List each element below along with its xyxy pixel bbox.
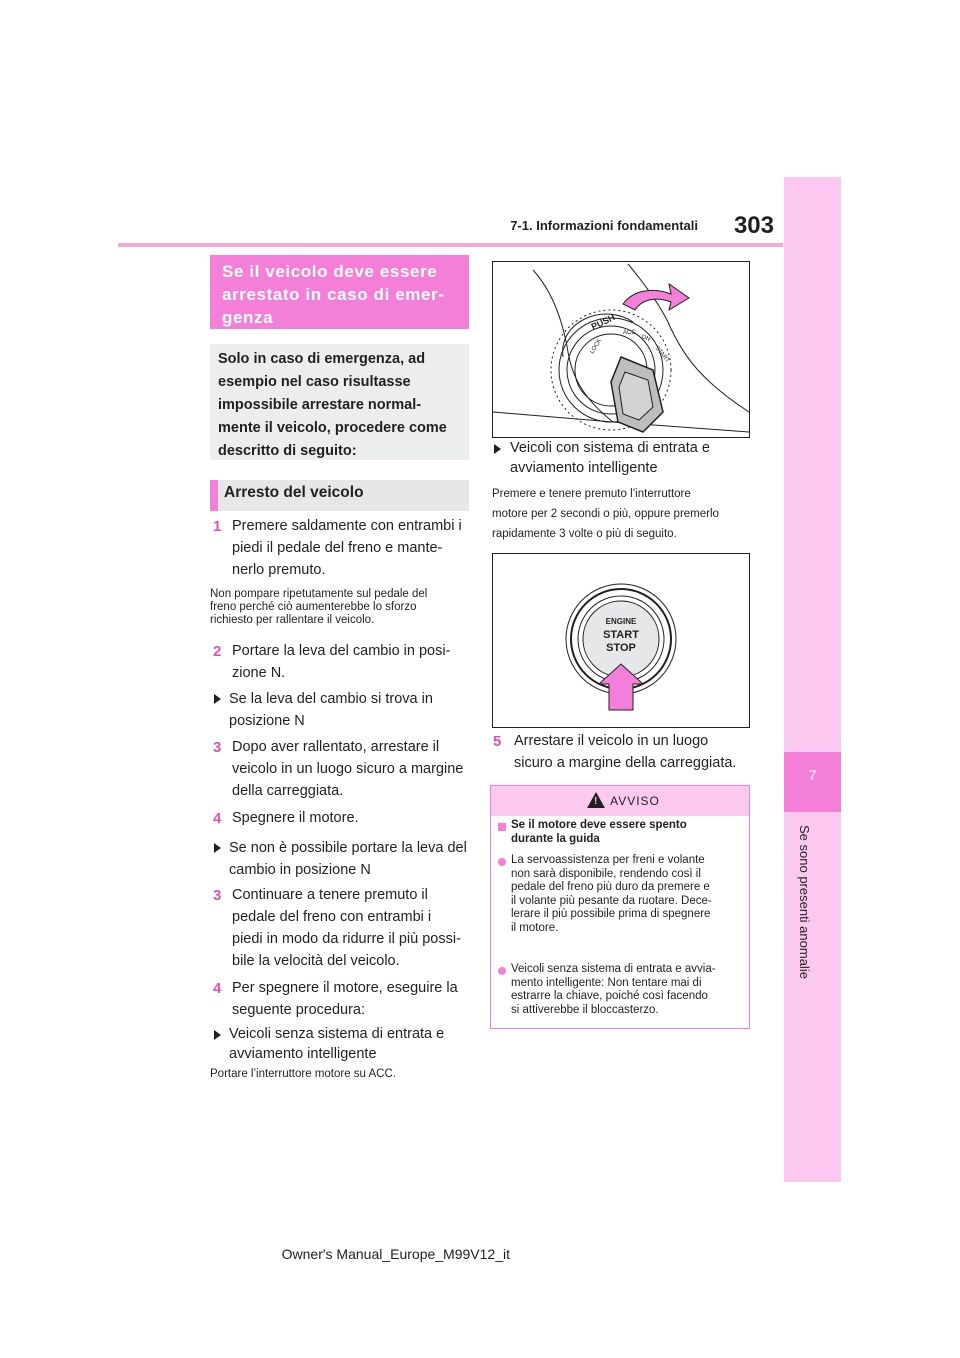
text-line: si attiverebbe il bloccasterzo. xyxy=(511,1003,659,1016)
text-line: nerlo premuto. xyxy=(232,562,326,578)
intro-line: mente il veicolo, procedere come xyxy=(218,420,447,436)
text-line: pedale del freno con entrambi i xyxy=(232,909,432,925)
button-text-stop: STOP xyxy=(606,642,636,654)
intro-line: impossibile arrestare normal- xyxy=(218,397,422,413)
text-line: Se non è possibile portare la leva del xyxy=(229,840,467,856)
button-text-start: START xyxy=(603,629,639,641)
text-line: pedale del freno più duro da premere e xyxy=(511,881,710,893)
text-line: seguente procedura: xyxy=(232,1002,366,1018)
text-line: Arrestare il veicolo in un luogo xyxy=(514,733,709,749)
banner-line: Se il veicolo deve essere xyxy=(222,262,438,281)
warning-exclamation-icon: ! xyxy=(594,796,598,807)
text-line: il volante più pesante da ruotare. Dece- xyxy=(511,894,712,907)
text-line: estrarre la chiave, poiché così facendo xyxy=(511,990,708,1002)
step-5 xyxy=(514,730,754,774)
intro-box xyxy=(210,344,469,460)
button-text-engine: ENGINE xyxy=(605,617,637,626)
text-line: mento intelligente: Non tentare mai di xyxy=(511,976,702,989)
step-1 xyxy=(232,515,472,581)
warning-item-1 xyxy=(511,854,747,935)
text-line: non sarà disponibile, rendendo così il xyxy=(511,867,701,880)
text-line: bile la velocità del veicolo. xyxy=(232,953,400,969)
step-1-note xyxy=(210,588,470,627)
step-number: 4 xyxy=(213,810,222,827)
key-label-lock: LOCK xyxy=(589,337,603,355)
text-line: il motore. xyxy=(511,921,559,934)
round-bullet-icon xyxy=(498,967,506,975)
section-title: 7-1. Informazioni fondamentali xyxy=(510,218,698,233)
step-3a xyxy=(232,736,472,802)
text-line: Continuare a tenere premuto il xyxy=(232,887,428,903)
bullet-triangle-icon xyxy=(214,843,221,853)
step-4a: Spegnere il motore. xyxy=(232,810,359,826)
step-4b xyxy=(232,977,472,1021)
text-line: rapidamente 3 volte o più di seguito. xyxy=(492,528,677,540)
text-line: Veicoli con sistema di entrata e xyxy=(510,440,710,456)
text-line: lerare il più possibile prima di spegnere xyxy=(511,908,711,920)
key-label-on: ON xyxy=(640,334,651,343)
text-line: posizione N xyxy=(229,713,305,729)
intro-line: Solo in caso di emergenza, ad xyxy=(218,351,426,367)
intro-line: descritto di seguito: xyxy=(218,443,357,459)
step-number: 1 xyxy=(213,518,222,535)
engine-button-figure xyxy=(492,553,750,728)
chapter-number: 7 xyxy=(808,767,817,783)
text-line: sicuro a margine della carreggiata. xyxy=(514,755,737,771)
text-line: La servoassistenza per freni e volante xyxy=(511,854,705,866)
text-line: piedi il pedale del freno e mante- xyxy=(232,540,443,556)
engine-start-stop-illustration xyxy=(493,554,749,727)
condition-b xyxy=(229,837,474,881)
text-line: Per spegnere il motore, eseguire la xyxy=(232,980,458,996)
text-line: avviamento intelligente xyxy=(510,460,658,476)
text-line: Dopo aver rallentato, arrestare il xyxy=(232,739,440,755)
banner-line: arrestato in caso di emer- xyxy=(222,285,445,304)
footer-manual-id: Owner's Manual_Europe_M99V12_it xyxy=(281,1246,510,1262)
key-label-acc: ACC xyxy=(623,330,636,336)
condition-a xyxy=(229,688,474,732)
text-line: veicolo in un luogo sicuro a margine xyxy=(232,761,464,777)
text-line: Veicoli senza sistema di entrata e xyxy=(229,1026,445,1042)
text-line: motore per 2 secondi o più, oppure premerlo xyxy=(492,508,719,520)
condition-d xyxy=(510,438,755,478)
subheading-text: Arresto del veicolo xyxy=(224,484,364,501)
text-line: cambio in posizione N xyxy=(229,862,371,878)
warning-item-2 xyxy=(511,963,747,1017)
text-line: avviamento intelligente xyxy=(229,1046,377,1062)
page-number: 303 xyxy=(733,212,774,239)
side-tab-strip xyxy=(784,177,841,1182)
warning-box xyxy=(490,785,750,1029)
bullet-triangle-icon xyxy=(214,1030,221,1040)
section-banner xyxy=(210,255,469,329)
step-number: 3 xyxy=(213,739,222,756)
text-line: Se il motore deve essere spento xyxy=(511,819,687,831)
warning-title: AVVISO xyxy=(610,794,660,808)
text-line: durante la guida xyxy=(511,832,600,845)
step-2 xyxy=(232,640,472,684)
bullet-triangle-icon xyxy=(214,694,221,704)
square-bullet-icon xyxy=(498,823,506,831)
round-bullet-icon xyxy=(498,858,506,866)
intro-line: esempio nel caso risultasse xyxy=(218,374,411,390)
text-line: Premere saldamente con entrambi i xyxy=(232,518,462,534)
condition-c xyxy=(229,1024,474,1064)
text-line: Premere e tenere premuto l’interruttore xyxy=(492,488,691,500)
warning-subhead xyxy=(511,819,746,846)
step-number: 2 xyxy=(213,643,222,660)
bullet-triangle-icon xyxy=(494,444,501,454)
ignition-key-illustration xyxy=(493,262,749,437)
step-3b xyxy=(232,884,472,972)
step-number: 3 xyxy=(213,887,222,904)
header-rule xyxy=(118,243,783,247)
text-line: richiesto per rallentare il veicolo. xyxy=(210,614,375,626)
condition-c-note: Portare l’interruttore motore su ACC. xyxy=(210,1068,396,1080)
step-number: 5 xyxy=(493,733,502,750)
text-line: zione N. xyxy=(232,665,286,681)
text-line: piedi in modo da ridurre il più possi- xyxy=(232,931,461,947)
text-line: Portare la leva del cambio in posi- xyxy=(232,643,451,659)
text-line: Se la leva del cambio si trova in xyxy=(229,691,433,707)
subheading xyxy=(210,480,469,511)
chapter-label: Se sono presenti anomalie xyxy=(797,825,812,979)
step-number: 4 xyxy=(213,980,222,997)
text-line: della carreggiata. xyxy=(232,783,344,799)
text-line: freno perché ciò aumenterebbe lo sforzo xyxy=(210,601,417,613)
key-label-push: PUSH xyxy=(589,312,617,332)
banner-line: genza xyxy=(222,308,274,327)
text-line: Non pompare ripetutamente sul pedale del xyxy=(210,588,428,600)
ignition-key-figure xyxy=(492,261,750,438)
text-line: Veicoli senza sistema di entrata e avvia- xyxy=(511,963,716,975)
key-label-start: START xyxy=(653,345,671,364)
condition-d-note xyxy=(492,484,754,544)
